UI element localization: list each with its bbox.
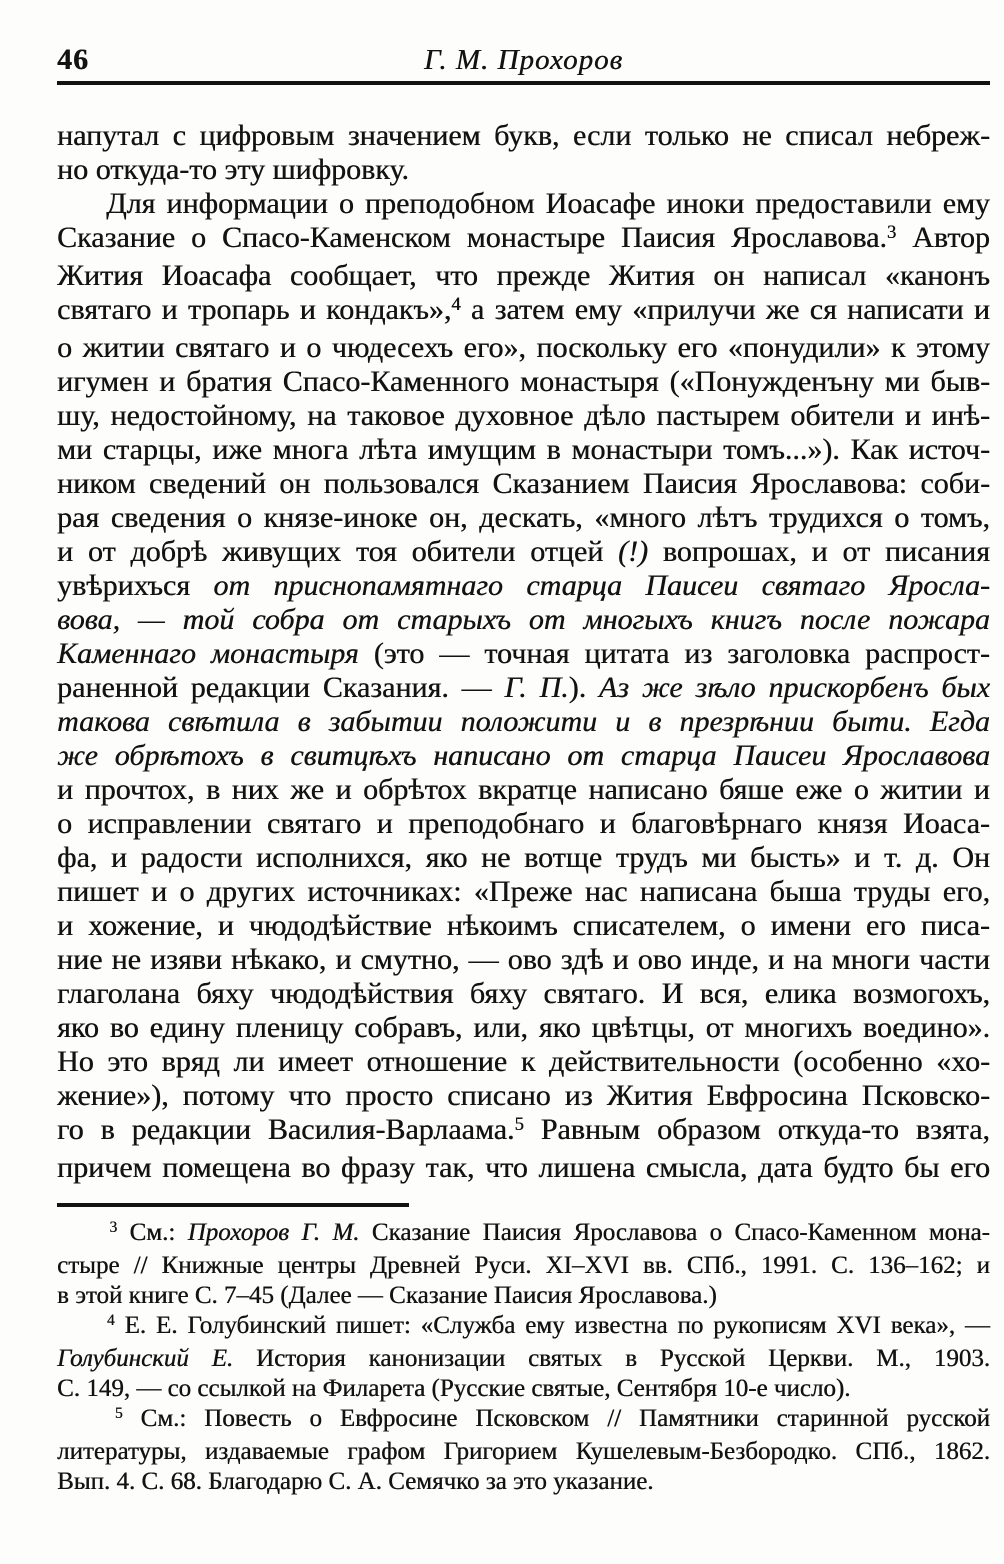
body-text-line: игумен и братия Спасо-Каменного монастыря («Понужденъну ми быв-: [57, 365, 990, 398]
page-number: 46: [57, 43, 89, 76]
paragraph-indent: [57, 187, 95, 221]
body-text-line: и прочтох, в них же и обрѣтох вкратце написано бяше еже о житии и: [57, 773, 990, 806]
footnote-line: $^4$ Е. Е. Голубинский пишет: «Служба ему известна по рукописям XVI века», —: [57, 1311, 990, 1344]
footnote-separator: [57, 1203, 409, 1207]
body-text-line: глаголана бяху чюдодѣйствия бяху святаго. И вся, елика возмогохъ,: [57, 977, 990, 1010]
body-text-line: о исправлении святаго и преподобнаго и благовѣрнаго князя Иоаса-: [57, 807, 990, 840]
body-text-line: ником сведений он пользовался Сказанием Паисия Ярославова: соби-: [57, 467, 990, 500]
body-text-line: же обрѣтохъ в свитцѣхъ написано от старца Паисеи Ярославова: [57, 739, 990, 772]
body-text-line: пишет и о других источниках: «Преже нас написана быша труды его,: [57, 875, 990, 908]
paragraph-indent: [57, 1218, 97, 1251]
page-body-text: [57, 119, 990, 1185]
body-text-line: но откуда-то эту шифровку.: [57, 153, 409, 186]
footnote-line: Голубинский Е. История канонизации святых в Русской Церкви. М., 1903.: [57, 1345, 990, 1372]
body-text-line: такова свѣтила в забытии положити и в презрѣнии быти. Егда: [57, 705, 990, 738]
header-rule: [57, 81, 990, 85]
footnote-line: литературы, издаваемые графом Григорием Кушелевым-Безбородко. СПб., 1862.: [57, 1438, 990, 1465]
body-text-line: и хожение, и чюдодѣйствие нѣкоимъ списателем, о имени его писа-: [57, 909, 990, 942]
footnote-line: стыре // Книжные центры Древней Руси. XI–XVI вв. СПб., 1991. С. 136–162; и: [57, 1252, 990, 1279]
body-text-line: ми старцы, иже многа лѣта имущим в монастыри томъ...»). Как источ-: [57, 433, 990, 466]
body-text-line: Но это вряд ли имеет отношение к действительности (особенно «хо-: [57, 1045, 990, 1078]
footnote-line: $^5$ См.: Повесть о Евфросине Псковском // Памятники старинной русской: [57, 1404, 990, 1437]
body-text-line: Для информации о преподобном Иоасафе иноки предоставили ему: [57, 187, 990, 221]
body-text-line: напутал с цифровым значением букв, если только не списал небреж-: [57, 119, 990, 152]
book-page: [0, 42, 1004, 1497]
running-title: Г. М. Прохоров: [423, 44, 624, 76]
body-text-line: рая сведения о князе-иноке он, дескать, «много лѣтъ трудихся о томъ,: [57, 501, 990, 534]
body-text-line: причем помещена во фразу так, что лишена смысла, дата будто бы его: [57, 1151, 990, 1184]
body-text-line: и от добрѣ живущих тоя обители отцей (!) вопрошах, и от писания: [57, 535, 990, 568]
footnote-line: в этой книге С. 7–45 (Далее — Сказание Паисия Ярославова.): [57, 1282, 717, 1309]
body-text-line: Сказание о Спасо-Каменском монастыре Паисия Ярославова.$^3$ Автор: [57, 221, 990, 254]
body-text-line: фа, и радости исполнихся, яко не вотще трудъ ми бысть» и т. д. Он: [57, 841, 990, 874]
page-header: [57, 42, 990, 78]
body-text-line: увѣрихъся от приснопамятнаго старца Паисеи святаго Яросла-: [57, 569, 990, 602]
footnote-line: С. 149, — со ссылкой на Филарета (Русские святые, Сентября 10-е число).: [57, 1375, 851, 1402]
body-text-line: о житии святаго и о чюдесехъ его», поскольку его «понудили» к этому: [57, 331, 990, 364]
paragraph-indent: [57, 1311, 97, 1344]
footnote-line: $^3$ См.: Прохоров Г. М. Сказание Паисия Ярославова о Спасо-Каменном мона-: [57, 1218, 990, 1251]
footnote-line: Вып. 4. С. 68. Благодарю С. А. Семячко за это указание.: [57, 1468, 654, 1495]
body-text-line: шу, недостойному, на таковое духовное дѣло пастырем обители и инѣ-: [57, 399, 990, 432]
body-text-line: вова, — той собра от старыхъ от многыхъ книгъ после пожара: [57, 603, 990, 636]
body-text-line: святаго и тропарь и кондакъ»,$^4$ а затем ему «прилучи же ся написати и: [57, 293, 990, 326]
body-text-line: го в редакции Василия-Варлаама.$^5$ Равным образом откуда-то взята,: [57, 1113, 990, 1146]
body-text-line: ние не изяви нѣкако, и смутно, — ово здѣ и ово инде, и на многи части: [57, 943, 990, 976]
body-text-line: раненной редакции Сказания. — Г. П.). Аз же зѣло прискорбенъ бых: [57, 671, 990, 704]
body-text-line: жение»), потому что просто списано из Жития Евфросина Псковско-: [57, 1079, 990, 1112]
body-text-line: Каменнаго монастыря (это — точная цитата из заголовка распрост-: [57, 637, 990, 670]
footnotes-block: [57, 1218, 990, 1497]
body-text-line: Жития Иоасафа сообщает, что прежде Жития он написал «канонъ: [57, 259, 990, 292]
paragraph-indent: [57, 1404, 97, 1437]
body-text-line: яко во едину пленицу собравъ, или, яко цвѣтцы, от многихъ воедино».: [57, 1011, 990, 1044]
